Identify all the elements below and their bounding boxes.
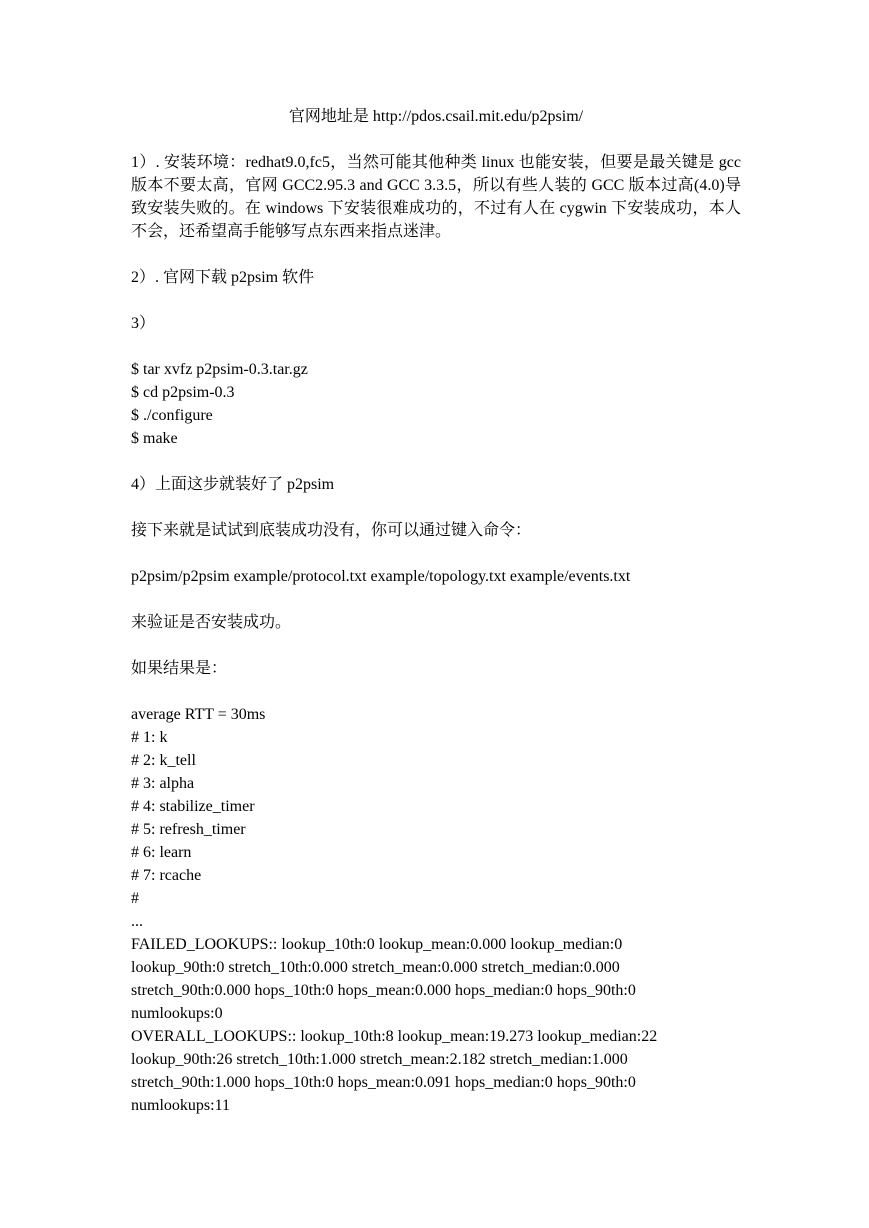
output-line: # 3: alpha bbox=[131, 775, 195, 792]
output-line: ... bbox=[131, 913, 143, 930]
failed-lookups-line: lookup_90th:0 stretch_10th:0.000 stretch_mean:0.000 stretch_median:0.000 bbox=[131, 959, 620, 976]
overall-lookups-line: stretch_90th:1.000 hops_10th:0 hops_mean:0.091 hops_median:0 hops_90th:0 bbox=[131, 1074, 636, 1091]
overall-lookups-line: numlookups:11 bbox=[131, 1097, 230, 1114]
page-title: 官网地址是 http://pdos.csail.mit.edu/p2psim/ bbox=[288, 108, 584, 125]
overall-lookups-line: OVERALL_LOOKUPS:: lookup_10th:8 lookup_mean:19.273 lookup_median:22 bbox=[131, 1028, 658, 1045]
test-command: p2psim/p2psim example/protocol.txt example/topology.txt example/events.txt bbox=[131, 568, 631, 585]
overall-lookups-line: lookup_90th:26 stretch_10th:1.000 stretch_mean:2.182 stretch_median:1.000 bbox=[131, 1051, 628, 1068]
output-line: # 2: k_tell bbox=[131, 752, 196, 769]
failed-lookups-line: numlookups:0 bbox=[131, 1005, 223, 1022]
output-line: # bbox=[131, 890, 139, 907]
verify-paragraph: 来验证是否安装成功。 bbox=[131, 614, 292, 631]
command-line: $ tar xvfz p2psim-0.3.tar.gz bbox=[131, 361, 308, 378]
failed-lookups-line: FAILED_LOOKUPS:: lookup_10th:0 lookup_mean:0.000 lookup_median:0 bbox=[131, 936, 623, 953]
command-line: $ cd p2psim-0.3 bbox=[131, 384, 235, 401]
result-intro: 如果结果是： bbox=[131, 660, 228, 677]
output-line: # 5: refresh_timer bbox=[131, 821, 246, 838]
next-step-paragraph: 接下来就是试试到底装成功没有，你可以通过键入命令： bbox=[131, 522, 532, 539]
step-4-paragraph: 4）上面这步就装好了 p2psim bbox=[131, 476, 335, 493]
install-commands bbox=[131, 358, 741, 450]
output-block bbox=[131, 703, 741, 1117]
step-3-paragraph: 3） bbox=[131, 315, 156, 332]
output-line: # 4: stabilize_timer bbox=[131, 798, 255, 815]
output-line: # 7: rcache bbox=[131, 867, 202, 884]
step-2-paragraph: 2）. 官网下载 p2psim 软件 bbox=[131, 269, 315, 286]
command-line: $ ./configure bbox=[131, 407, 213, 424]
command-line: $ make bbox=[131, 430, 178, 447]
step-1-paragraph: 1）. 安装环境：redhat9.0,fc5，当然可能其他种类 linux 也能安装，但要是最关键是 gcc 版本不要太高，官网 GCC2.95.3 and GCC 3.3.5，所以有些人装的 GCC 版本过高(4.0)导致安装失败的。在 windows 下安装很难成功的，不过有人在 cygwin 下安装成功，本人不会，还希望高手能够写点东西来指点迷津。 bbox=[131, 154, 741, 240]
output-line: # 1: k bbox=[131, 729, 168, 746]
output-line: # 6: learn bbox=[131, 844, 192, 861]
failed-lookups-line: stretch_90th:0.000 hops_10th:0 hops_mean:0.000 hops_median:0 hops_90th:0 bbox=[131, 982, 636, 999]
document-page bbox=[131, 105, 741, 1117]
output-line: average RTT = 30ms bbox=[131, 706, 266, 723]
